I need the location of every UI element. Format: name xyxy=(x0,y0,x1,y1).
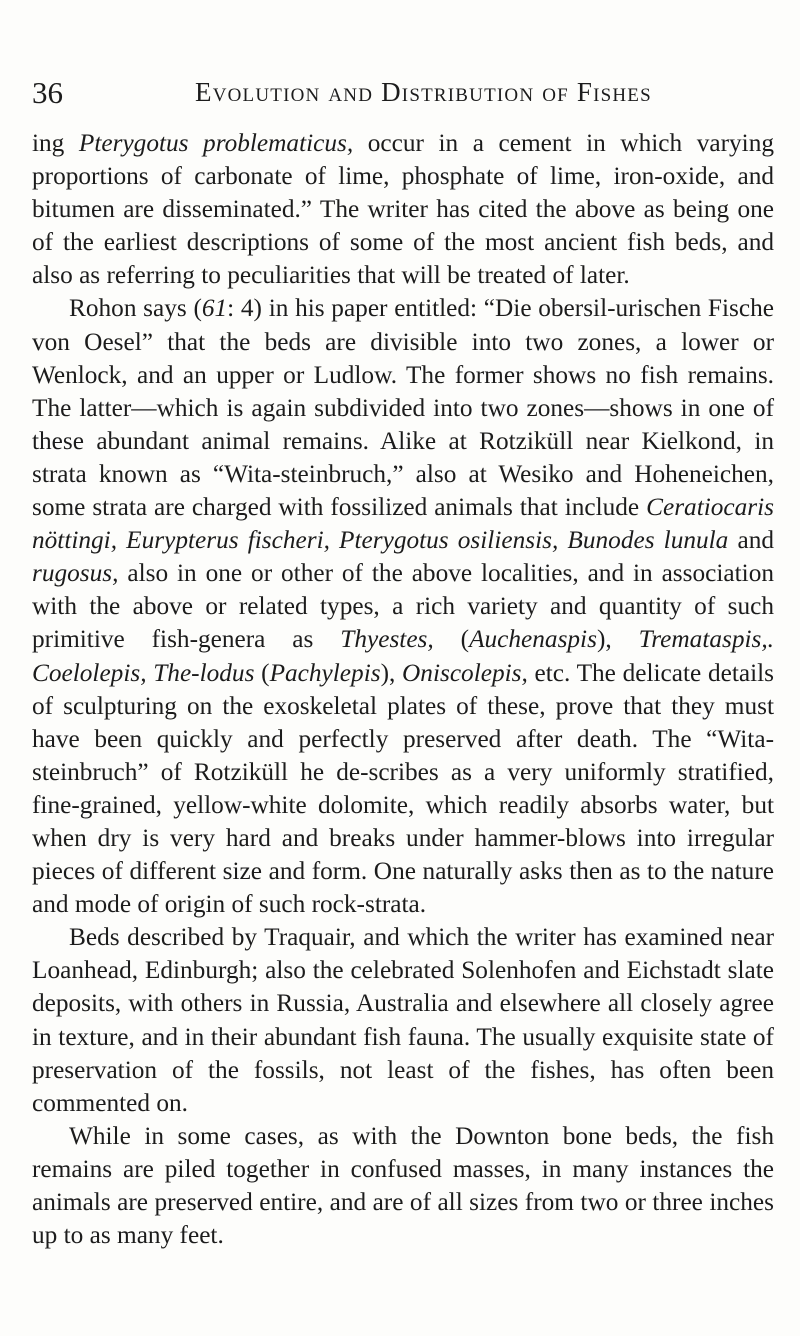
italic-text: Tremataspis,. Coelolepis, The-lodus xyxy=(32,625,775,687)
text-run: etc. The delicate details of sculpturing on the exoskeletal plates of these, prove that they must have been quickly and perfectly preserved after death. The “Wita-steinbruch” of Rotziküll he de-scribes as a very uniformly stratified, fine-grained, yellow-white dolomite, which readily absorbs water, but when dry is very hard and breaks under hammer-blows into irregular pieces of different size and form. One naturally asks then as to the nature and mode of origin of such rock-strata. xyxy=(32,658,775,919)
page-number: 36 xyxy=(32,75,63,110)
paragraph xyxy=(32,921,774,1120)
body-text xyxy=(32,127,774,1252)
text-run: occur in a cement in which varying proportions of carbonate of lime, phosphate of lime, iron-oxide, and bitumen are disseminated.” The writer has cited the above as being one of the earliest descriptions of some of the most ancient fish beds, and also as referring to peculiarities that will be treated of later. xyxy=(32,129,774,290)
paragraph xyxy=(32,292,774,921)
italic-text: Pachylepis xyxy=(269,658,381,687)
italic-text: 61 xyxy=(201,294,228,323)
text-run: Beds described by Traquair, and which the writer has examined near Loanhead, Edinburgh; also the celebrated Solenhofen and Eichstadt slate deposits, with others in Russia, Australia and elsewhere all closely agree in texture, and in their abundant fish fauna. The usually exquisite state of preservation of the fossils, not least of the fishes, has often been commented on. xyxy=(32,923,774,1117)
text-run: ( xyxy=(433,625,470,654)
paragraph xyxy=(32,1120,774,1252)
text-run: also in one or other of the above localities, and in association with the above or related types, a rich variety and quantity of such primitive fish-genera as xyxy=(32,559,774,654)
text-run: Rohon says ( xyxy=(69,294,202,323)
text-run: and xyxy=(728,526,774,555)
italic-text: Ceratiocaris nöttingi, Eurypterus fischeri, Pterygotus osiliensis, Bunodes lunula xyxy=(32,493,774,555)
text-run: While in some cases, as with the Downton bone beds, the fish remains are piled together in confused masses, in many instances the animals are preserved entire, and are of all sizes from two or three inches up to as many feet. xyxy=(32,1121,774,1250)
running-head: Evolution and Distribution of Fishes xyxy=(195,77,652,107)
italic-text: Auchenaspis xyxy=(469,625,597,654)
italic-text: rugosus, xyxy=(32,559,119,588)
text-run: : 4) in his paper entitled: “Die obersil-urischen Fische von Oesel” that the beds are divisible into two zones, a lower or Wenlock, and an upper or Ludlow. The former shows no fish remains. The latter—which is again subdivided into two zones—shows in one of these abundant animal remains. Alike at Rotziküll near Kielkond, in strata known as “Wita-steinbruch,” also at Wesiko and Hoheneichen, some strata are charged with fossilized animals that include xyxy=(32,294,774,522)
text-run: ), xyxy=(380,658,403,687)
paragraph xyxy=(32,127,774,292)
page-header xyxy=(32,75,772,115)
italic-text: Oniscolepis, xyxy=(402,658,528,687)
text-run: ), xyxy=(596,625,639,654)
italic-text: Pterygotus problematicus, xyxy=(78,129,354,157)
text-run: ing xyxy=(32,129,79,157)
text-run: ( xyxy=(254,658,270,687)
italic-text: Thyestes, xyxy=(340,625,434,654)
